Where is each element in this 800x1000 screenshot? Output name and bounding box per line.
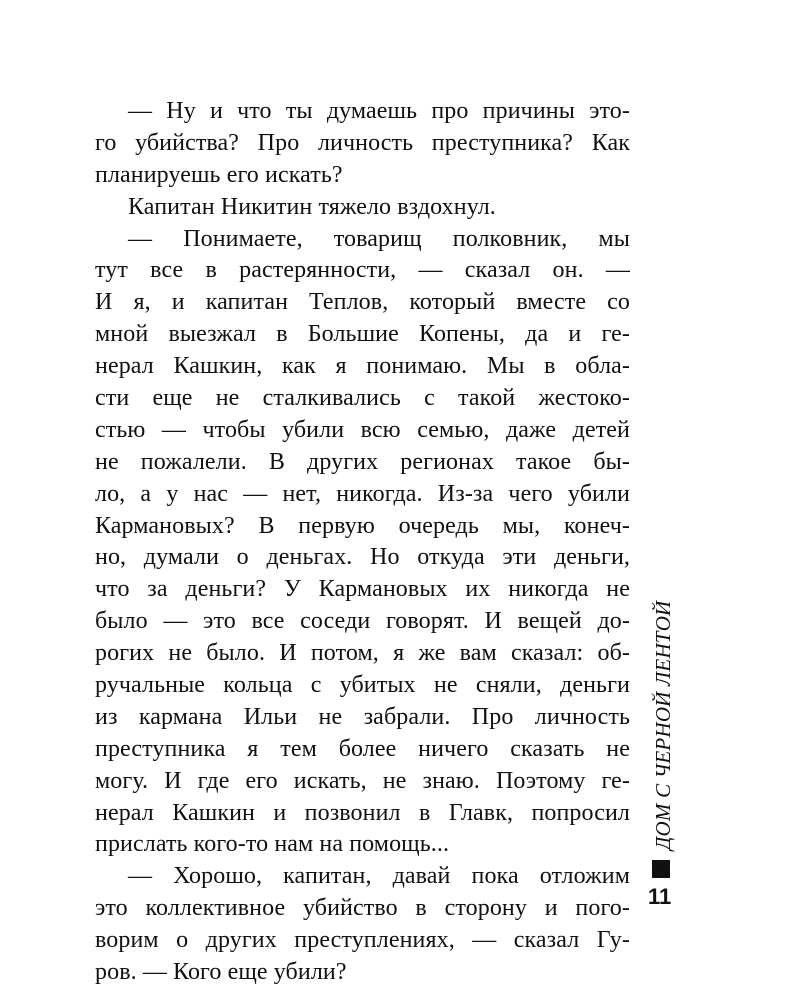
text-line: что за деньги? У Кармановых их никогда не — [95, 576, 630, 603]
text-line: нерал Кашкин и позвонил в Главк, попросил — [95, 799, 630, 826]
text-line: ло, а у нас — нет, никогда. Из-за чего убили — [95, 480, 630, 507]
running-title: ДОМ С ЧЕРНОЙ ЛЕНТОЙ — [651, 600, 675, 850]
text-line: прислать кого-то нам на помощь... — [95, 831, 450, 858]
text-line: — Хорошо, капитан, давай пока отложим — [128, 863, 630, 890]
text-line: — Понимаете, товарищ полковник, мы — [128, 225, 630, 252]
text-line: было — это все соседи говорят. И вещей до- — [95, 608, 630, 635]
text-line: планируешь его искать? — [95, 161, 343, 188]
page-number: 11 — [648, 884, 672, 909]
square-marker-icon — [652, 860, 670, 878]
text-line: из кармана Ильи не забрали. Про личность — [95, 703, 630, 730]
text-line: рогих не было. И потом, я же вам сказал: об- — [95, 640, 630, 667]
text-line: это коллективное убийство в сторону и пого- — [95, 895, 630, 922]
text-line: тут все в растерянности, — сказал он. — — [95, 257, 630, 284]
text-line: ворим о других преступлениях, — сказал Гу- — [95, 927, 630, 954]
text-line: ров. — Кого еще убили? — [95, 959, 347, 986]
text-line: сти еще не сталкивались с такой жестоко- — [95, 385, 630, 412]
text-line: не пожалели. В других регионах такое бы- — [95, 448, 630, 475]
text-line: — Ну и что ты думаешь про причины это- — [128, 98, 630, 124]
text-line: И я, и капитан Теплов, который вместе со — [95, 289, 630, 316]
text-line: Капитан Никитин тяжело вздохнул. — [128, 193, 496, 220]
text-line: стью — чтобы убили всю семью, даже детей — [95, 416, 630, 443]
text-line: мной выезжал в Большие Копены, да и ге- — [95, 321, 630, 348]
text-line: но, думали о деньгах. Но откуда эти деньги, — [95, 544, 630, 571]
text-line: ручальные кольца с убитых не сняли, деньги — [95, 672, 630, 699]
text-line: Кармановых? В первую очередь мы, конеч- — [95, 512, 630, 539]
text-line: го убийства? Про личность преступника? Как — [95, 129, 630, 156]
text-line: нерал Кашкин, как я понимаю. Мы в обла- — [95, 353, 630, 380]
text-line: преступника я тем более ничего сказать не — [95, 735, 630, 762]
text-line: могу. И где его искать, не знаю. Поэтому ге- — [95, 767, 630, 794]
body-text — [95, 96, 630, 989]
